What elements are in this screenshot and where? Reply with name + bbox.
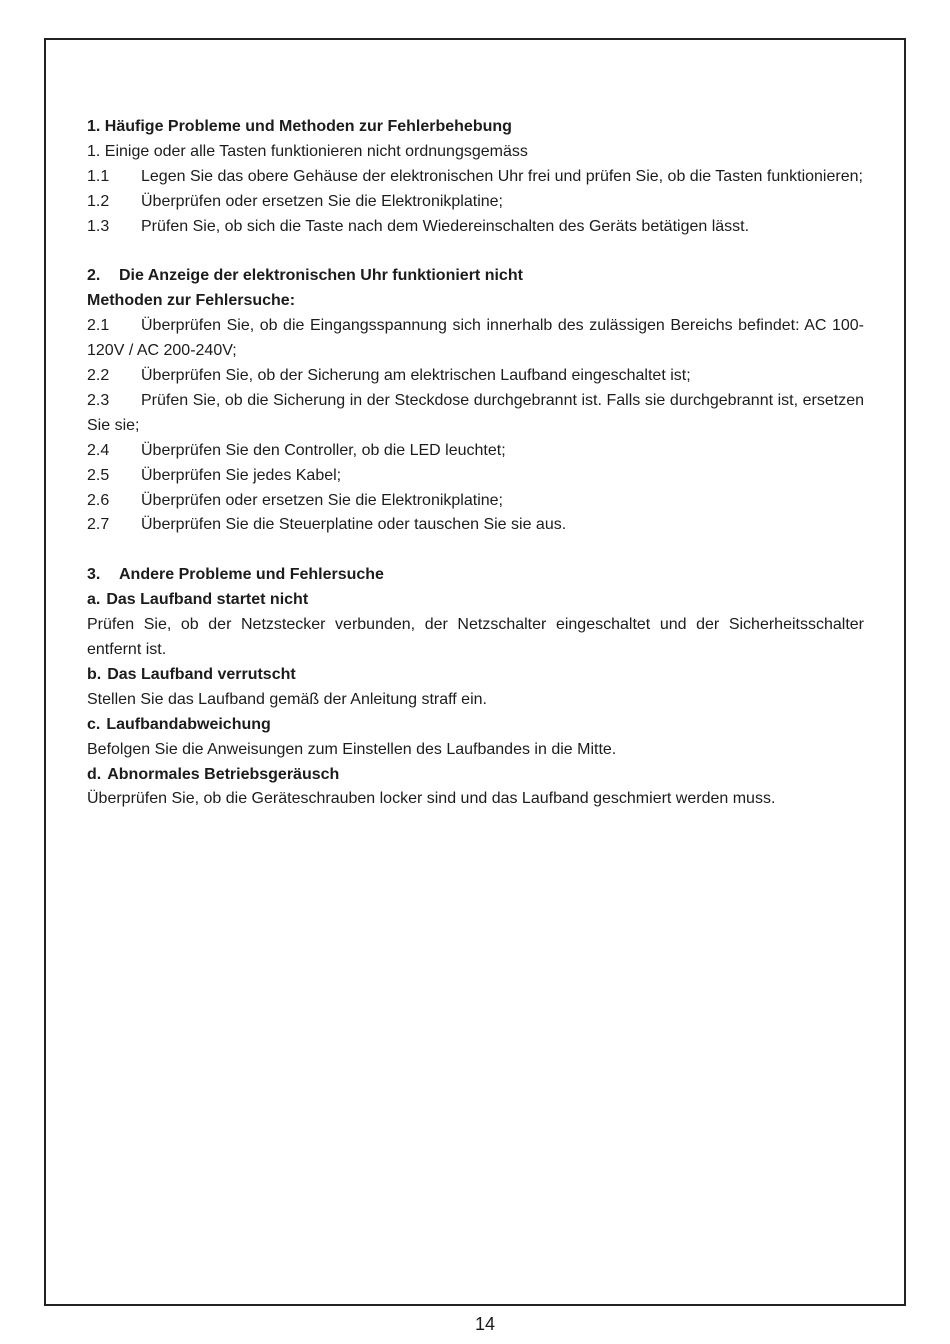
list-item-1-3 xyxy=(87,215,864,240)
item-number: 1.3 xyxy=(87,217,110,235)
list-item-1-1 xyxy=(87,165,864,190)
section-title: Die Anzeige der elektronischen Uhr funktioniert nicht xyxy=(119,267,523,285)
subsection-title: Abnormales Betriebsgeräusch xyxy=(107,765,340,783)
item-text: Überprüfen Sie den Controller, ob die LED leuchtet; xyxy=(141,441,506,459)
page-number: 14 xyxy=(474,1314,496,1334)
subsection-letter: c. xyxy=(87,715,101,733)
subsection-title: Laufbandabweichung xyxy=(106,715,271,733)
subsection-a-text: Prüfen Sie, ob der Netzstecker verbunden, der Netzschalter eingeschaltet und der Sicherheitsschalter entfernt ist. xyxy=(87,616,864,658)
item-number: 2.3 xyxy=(87,391,110,409)
section-display-problem xyxy=(87,264,864,538)
item-text: Überprüfen Sie, ob die Eingangsspannung sich innerhalb des zulässigen Bereichs befindet: AC 100-120V / AC 200-240V; xyxy=(87,317,864,360)
section-number: 2. xyxy=(87,267,101,285)
item-number: 2.6 xyxy=(87,491,110,509)
section-1-heading: 1. Häufige Probleme und Methoden zur Fehlerbehebung xyxy=(87,118,512,135)
problem-1-title: 1. Einige oder alle Tasten funktionieren nicht ordnungsgemäss xyxy=(87,142,528,160)
item-number: 1.2 xyxy=(87,192,110,210)
subsection-d-title xyxy=(87,763,864,788)
item-text: Überprüfen Sie, ob der Sicherung am elektrischen Laufband eingeschaltet ist; xyxy=(141,367,691,385)
section-other-problems xyxy=(87,563,864,812)
section-title: Andere Probleme und Fehlersuche xyxy=(119,566,384,584)
subsection-title: Das Laufband verrutscht xyxy=(107,665,296,683)
subsection-d-text: Überprüfen Sie, ob die Geräteschrauben locker sind und das Laufband geschmiert werden muss. xyxy=(87,790,776,808)
item-number: 1.1 xyxy=(87,167,110,185)
list-item-2-2 xyxy=(87,364,864,389)
document-body xyxy=(87,115,864,812)
list-item-2-4 xyxy=(87,439,864,464)
section-number: 3. xyxy=(87,566,101,584)
subsection-b-title xyxy=(87,663,864,688)
list-item-2-1 xyxy=(87,314,864,364)
item-number: 2.4 xyxy=(87,441,110,459)
item-text: Überprüfen Sie jedes Kabel; xyxy=(141,466,342,484)
subsection-c-title xyxy=(87,713,864,738)
item-text: Überprüfen oder ersetzen Sie die Elektronikplatine; xyxy=(141,491,503,509)
subsection-b-text: Stellen Sie das Laufband gemäß der Anleitung straff ein. xyxy=(87,690,487,708)
list-item-2-3 xyxy=(87,389,864,439)
item-text: Prüfen Sie, ob die Sicherung in der Steckdose durchgebrannt ist. Falls sie durchgebrannt ist, ersetzen Sie sie; xyxy=(87,391,864,434)
subsection-c-text: Befolgen Sie die Anweisungen zum Einstellen des Laufbandes in die Mitte. xyxy=(87,740,617,758)
list-item-2-5 xyxy=(87,464,864,489)
section-3-heading xyxy=(87,563,864,588)
item-number: 2.7 xyxy=(87,516,110,534)
item-text: Prüfen Sie, ob sich die Taste nach dem Wiedereinschalten des Geräts betätigen lässt. xyxy=(141,217,750,235)
section-common-problems xyxy=(87,115,864,240)
list-item-1-2 xyxy=(87,190,864,215)
item-number: 2.5 xyxy=(87,466,110,484)
item-text: Überprüfen oder ersetzen Sie die Elektronikplatine; xyxy=(141,192,503,210)
methods-subheading: Methoden zur Fehlersuche: xyxy=(87,292,296,310)
list-item-2-7 xyxy=(87,513,864,538)
item-number: 2.2 xyxy=(87,367,110,385)
section-2-heading xyxy=(87,264,864,289)
subsection-letter: b. xyxy=(87,665,102,683)
item-number: 2.1 xyxy=(87,317,110,335)
subsection-title: Das Laufband startet nicht xyxy=(106,591,309,609)
subsection-letter: a. xyxy=(87,591,101,609)
item-text: Legen Sie das obere Gehäuse der elektronischen Uhr frei und prüfen Sie, ob die Tasten funktionieren; xyxy=(141,167,863,185)
subsection-a-title xyxy=(87,588,864,613)
list-item-2-6 xyxy=(87,489,864,514)
subsection-letter: d. xyxy=(87,765,102,783)
item-text: Überprüfen Sie die Steuerplatine oder tauschen Sie sie aus. xyxy=(141,516,567,534)
